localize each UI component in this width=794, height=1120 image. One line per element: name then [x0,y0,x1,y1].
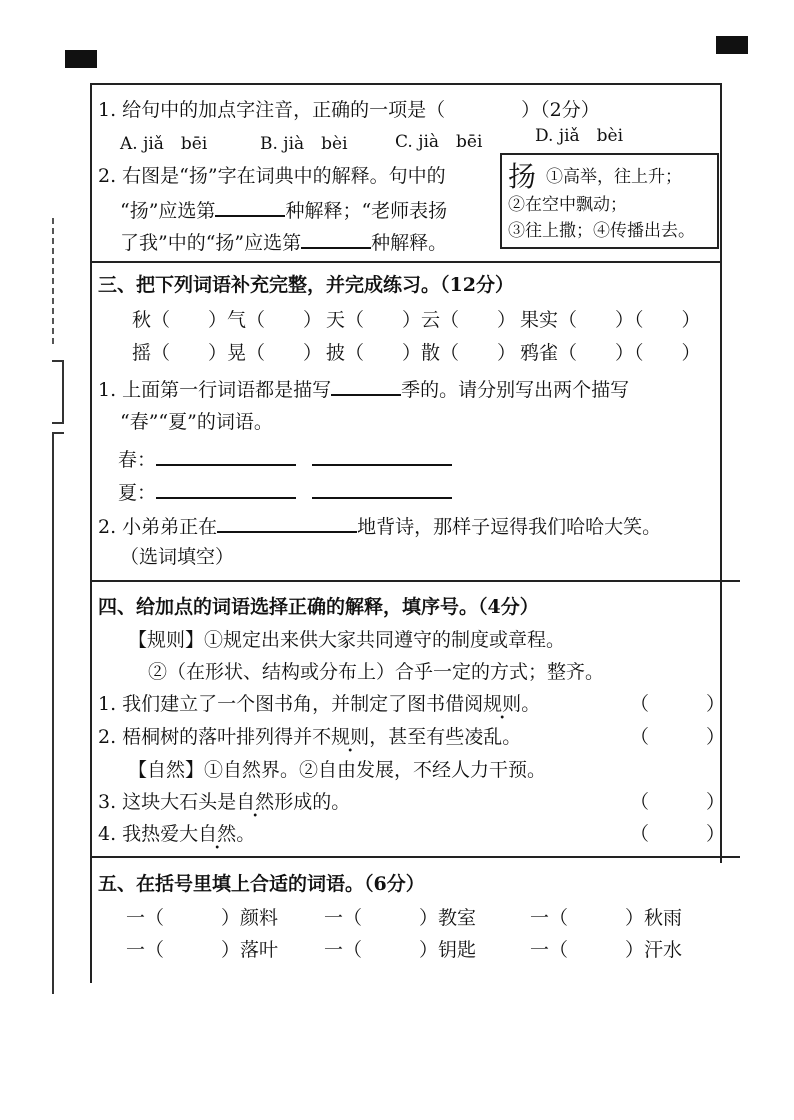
corner-mark-left [65,50,97,68]
divider-4 [90,580,740,582]
summer-row: 夏： [118,481,452,503]
q1-option-b: B. jià bèi [260,134,348,154]
dict-line2: ②在空中飘动； [508,195,627,215]
def-ziran: 【自然】①自然界。②自由发展，不经人力干预。 [128,759,547,781]
part5-title: 五、在括号里填上合适的词语。（6分） [98,873,425,895]
part3-title: 三、把下列词语补充完整，并完成练习。（12分） [98,274,514,296]
dotted-word: 规则 [331,726,370,748]
part3-q2: 2. 小弟弟正在 地背诗，那样子逗得我们哈哈大笑。 [98,516,662,538]
word-row1-a: 秋（ ）气（ ） [132,309,323,331]
word-row2-a: 摇（ ）晃（ ） [132,342,323,364]
q1-text: 1. 给句中的加点字注音，正确的一项是（ ）（2分） [98,99,600,121]
spring-blank-1[interactable] [156,448,296,466]
frame-top [90,83,722,85]
spring-row: 春： [118,448,452,470]
dictionary-box [500,153,719,249]
dict-char: 扬 [508,160,537,193]
answer-paren-2[interactable]: （ ） [630,726,726,748]
dict-line1: ①高举，往上升； [546,167,682,187]
divider-5 [90,856,740,858]
dotted-word: 规则 [483,693,522,715]
word-row2-b: 披（ ）散（ ） [326,342,517,364]
word-row1-c: 果实（ ）（ ） [520,309,701,331]
part4-title: 四、给加点的词语选择正确的解释，填序号。（4分） [98,596,539,618]
q1-option-a: A. jiǎ bēi [120,134,208,154]
summer-blank-2[interactable] [312,481,452,499]
answer-blank[interactable] [301,231,371,249]
def-guize-1: 【规则】①规定出来供大家共同遵守的制度或章程。 [128,629,566,651]
divider-3 [90,261,722,263]
sentence-1: 1. 我们建立了一个图书角，并制定了图书借阅规则。 [98,693,541,715]
measure-row1-c: 一（ ）秋雨 [530,907,683,929]
sentence-3: 3. 这块大石头是自然形成的。 [98,791,351,813]
exam-page [90,83,740,983]
dotted-word: 自然 [198,823,237,845]
q2-line2: “扬”应选第 种解释；“老师表扬 [120,200,448,222]
sentence-4: 4. 我热爱大自然。 [98,823,256,845]
part3-q1-line2: “春”“夏”的词语。 [120,411,273,433]
corner-mark-right [716,36,748,54]
summer-blank-1[interactable] [156,481,296,499]
q1-option-d: D. jiǎ bèi [535,126,624,146]
measure-row1-b: 一（ ）教室 [324,907,477,929]
season-blank[interactable] [331,378,401,396]
frame-left [90,83,92,983]
dotted-word: 自然 [236,791,275,813]
answer-paren-4[interactable]: （ ） [630,823,726,845]
answer-blank[interactable] [215,199,285,217]
q2-line1: 2. 右图是“扬”字在词典中的解释。句中的 [98,165,446,187]
q1-option-c: C. jià bēi [395,132,483,152]
measure-row2-c: 一（ ）汗水 [530,939,683,961]
dict-line3: ③往上撒；④传播出去。 [508,221,695,241]
def-guize-2: ②（在形状、结构或分布上）合乎一定的方式；整齐。 [148,661,605,683]
answer-paren-3[interactable]: （ ） [630,791,726,813]
part3-q1-line1: 1. 上面第一行词语都是描写 季的。请分别写出两个描写 [98,379,630,401]
adverb-blank[interactable] [217,515,357,533]
sentence-2: 2. 梧桐树的落叶排列得并不规则，甚至有些凌乱。 [98,726,522,748]
word-row2-c: 鸦雀（ ）（ ） [520,342,701,364]
part3-q2-note: （选词填空） [120,546,235,568]
answer-paren-1[interactable]: （ ） [630,693,726,715]
measure-row1-a: 一（ ）颜料 [126,907,279,929]
word-row1-b: 天（ ）云（ ） [326,309,517,331]
spring-blank-2[interactable] [312,448,452,466]
measure-row2-a: 一（ ）落叶 [126,939,279,961]
measure-row2-b: 一（ ）钥匙 [324,939,477,961]
q2-line3: 了我”中的“扬”应选第 种解释。 [120,232,448,254]
